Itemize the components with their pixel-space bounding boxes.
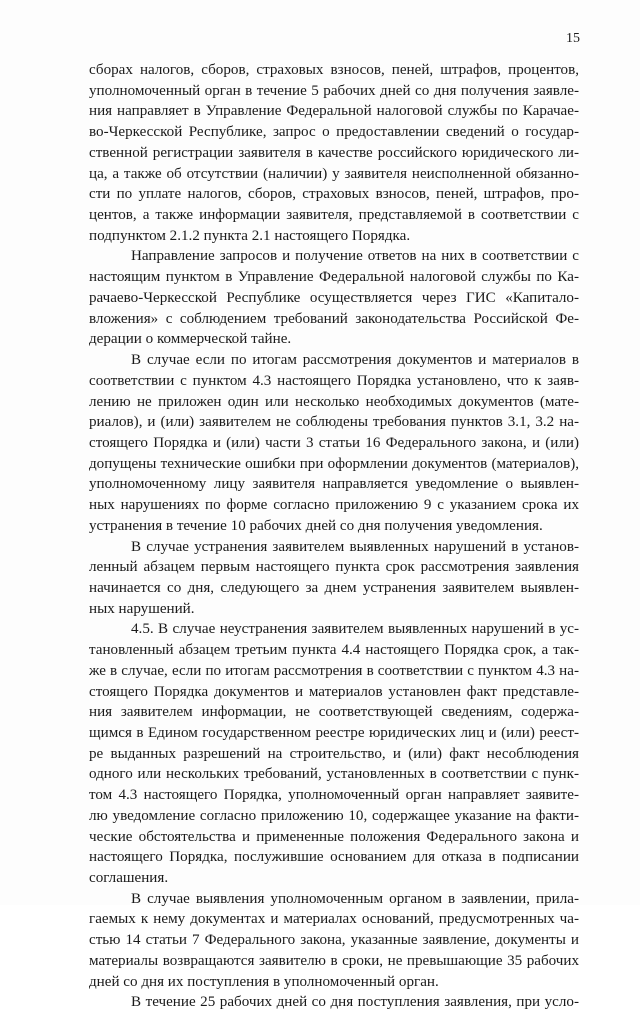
text-line: уполномоченному лицу заявителя направляется уведомление о выявлен- (89, 476, 579, 493)
text-line: стью 14 статьи 7 Федерального закона, указанные заявление, документы и (89, 932, 579, 949)
text-line: том 4.3 настоящего Порядка, уполномоченный орган направляет заявите- (89, 787, 579, 804)
text-line: щимся в Едином государственном реестре юридических лиц и (или) реест- (89, 725, 579, 741)
text-line: рачаево-Черкесской Республике осуществляется через ГИС «Капитало- (89, 289, 579, 306)
text-line: уполномоченный орган в течение 5 рабочих дней со дня получения заявле- (89, 82, 579, 99)
text-line: сти по уплате налогов, сборов, страховых взносов, пеней, штрафов, про- (89, 186, 579, 203)
text-line: ческие обстоятельства и примененные положения Федерального закона и (89, 828, 579, 845)
text-line: гаемых к нему документах и материалах оснований, предусмотренных ча- (89, 911, 579, 928)
text-line: В случае устранения заявителем выявленных нарушений в установ- (131, 538, 579, 555)
text-line: дерации о коммерческой тайне. (89, 331, 292, 348)
text-line: устранения в течение 10 рабочих дней со дня получения уведомления. (89, 517, 543, 534)
text-line: центов, а также информации заявителя, представляемой в соответствии с (89, 207, 579, 224)
text-line: В течение 25 рабочих дней со дня поступления заявления, при усло- (131, 994, 579, 1011)
text-line: В случае выявления уполномоченным органом в заявлении, прила- (131, 890, 579, 907)
text-line: 4.5. В случае неустранения заявителем выявленных нарушений в ус- (131, 621, 579, 638)
text-line: ния заявителем информации, не соответствующей сведениям, содержа- (89, 704, 579, 721)
text-line: стоящего Порядка и (или) части 3 статьи 16 Федерального закона, и (или) (89, 434, 579, 451)
text-line: вложения» с соблюдением требований законодательства Российской Фе- (89, 310, 579, 327)
text-line: одного или нескольких требований, установленных в соответствии с пунк- (89, 766, 579, 783)
text-line: ных нарушениях по форме согласно приложению 9 с указанием срока их (89, 497, 579, 514)
text-line: начинается со дня, следующего за днем устранения заявителем выявлен- (89, 579, 579, 596)
text-line: настоящим пунктом в Управление Федеральной налоговой службы по Ка- (89, 269, 579, 286)
text-line: тановленный абзацем третьим пункта 4.4 настоящего Порядка срок, а так- (89, 642, 579, 659)
text-line: во-Черкесской Республике, запрос о предоставлении сведений о государ- (89, 124, 579, 141)
text-line: сборах налогов, сборов, страховых взносов, пеней, штрафов, процентов, (89, 62, 579, 78)
text-line: риалов), и (или) заявителем не соблюдены требования пунктов 3.1, 3.2 на- (89, 414, 579, 431)
text-line: лю уведомление согласно приложению 10, содержащее указание на факти- (89, 807, 579, 824)
text-line: лению не приложен один или несколько необходимых документов (мате- (89, 393, 579, 410)
text-line: соглашения. (89, 870, 169, 887)
text-line: ственной регистрации заявителя в качестве российского юридического ли- (89, 144, 579, 161)
text-line: материалы возвращаются заявителю в сроки, не превышающие 35 рабочих (89, 952, 579, 969)
text-line: подпунктом 2.1.2 пункта 2.1 настоящего Порядка. (89, 227, 411, 244)
text-line: ных нарушений. (89, 600, 195, 617)
page-number: 15 (566, 31, 580, 46)
text-line: допущены технические ошибки при оформлении документов (материалов), (89, 455, 579, 472)
text-line: Направление запросов и получение ответов на них в соответствии с (131, 248, 579, 265)
text-line: дней со дня их поступления в уполномоченный орган. (89, 973, 439, 990)
text-line: ния направляет в Управление Федеральной налоговой службы по Карачае- (89, 103, 579, 120)
text-line: ленный абзацем первым настоящего пункта срок рассмотрения заявления (89, 559, 579, 576)
text-line: настоящего Порядка, послужившие основанием для отказа в подписании (89, 849, 579, 866)
text-line: В случае если по итогам рассмотрения документов и материалов в (131, 352, 579, 369)
text-line: ре выданных разрешений на строительство, и (или) факт несоблюдения (89, 745, 579, 762)
text-line: соответствии с пунктом 4.3 настоящего Порядка установлено, что к заяв- (89, 372, 579, 389)
document-body (89, 60, 579, 1013)
text-line: стоящего Порядка документов и материалов установлен факт представле- (89, 683, 579, 700)
text-line: ца, а также об отсутствии (наличии) у заявителя неисполненной обязанно- (89, 165, 579, 182)
text-line: же в случае, если по итогам рассмотрения в соответствии с пунктом 4.3 на- (89, 662, 579, 679)
